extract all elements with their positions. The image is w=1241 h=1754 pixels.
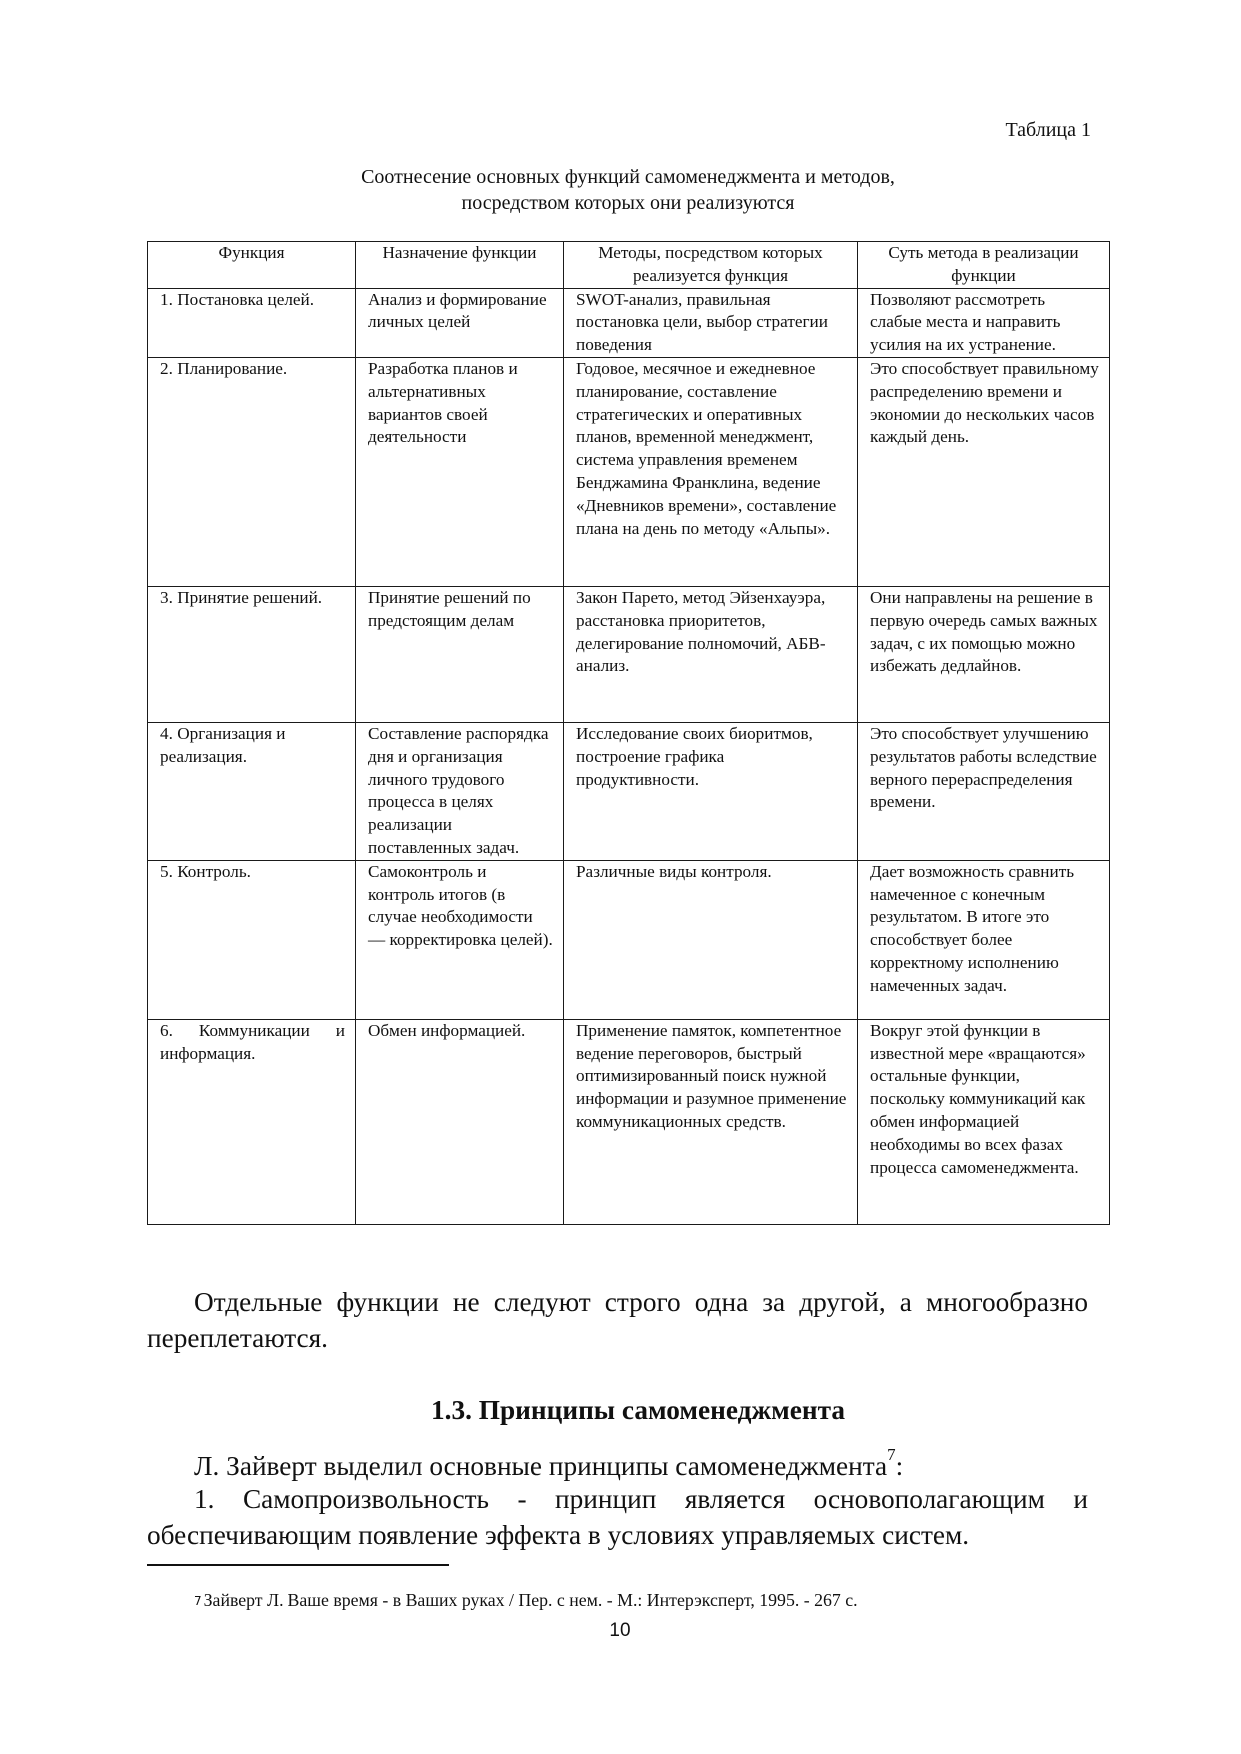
- methods-cell: SWOT-анализ, правильная постановка цели, выбор стратегии поведения: [564, 288, 858, 357]
- principles-intro-text: Л. Зайверт выделил основные принципы самоменеджмента: [194, 1451, 888, 1482]
- purpose-cell: Разработка планов и альтернативных вариантов своей деятельности: [356, 357, 564, 586]
- footnote-author: Зайверт Л.: [203, 1590, 284, 1610]
- footnote: [194, 1589, 1094, 1611]
- table-caption-line-2: посредством которых они реализуются: [461, 192, 795, 214]
- function-cell: 4. Организация и реализация.: [148, 722, 356, 860]
- essence-cell: Дает возможность сравнить намеченное с конечным результатом. В итоге это способствует более корректному исполнению намеченных задач.: [858, 860, 1110, 1019]
- essence-cell: Вокруг этой функции в известной мере «вращаются» остальные функции, поскольку коммуникаций как обмен информацией необходимы во всех фазах процесса самоменеджмента.: [858, 1019, 1110, 1224]
- function-cell: 2. Планирование.: [148, 357, 356, 586]
- footnote-marker: 7: [194, 1594, 202, 1608]
- functions-table: [147, 241, 1110, 1225]
- principle-1: 1. Самопроизвольность - принцип является основополагающим и обеспечивающим появление эффекта в условиях управляемых систем.: [147, 1484, 1088, 1551]
- table-row: [148, 357, 1110, 586]
- function-cell: 6. Коммуникации и информация.: [148, 1019, 356, 1224]
- essence-cell: Это способствует улучшению результатов работы вследствие верного перераспределения времени.: [858, 722, 1110, 860]
- functions-table-wrapper: [147, 241, 1109, 1225]
- table-header-cell: Функция: [148, 242, 356, 289]
- table-row: [148, 860, 1110, 1019]
- table-row: [148, 288, 1110, 357]
- footnote-separator: [147, 1564, 449, 1566]
- table-row: [148, 722, 1110, 860]
- methods-cell: Исследование своих биоритмов, построение графика продуктивности.: [564, 722, 858, 860]
- essence-cell: Они направлены на решение в первую очередь самых важных задач, с их помощью можно избежать дедлайнов.: [858, 586, 1110, 722]
- principles-intro-suffix: :: [895, 1451, 904, 1482]
- purpose-cell: Принятие решений по предстоящим делам: [356, 586, 564, 722]
- principles-intro: [147, 1445, 1088, 1484]
- paragraph-after-table: Отдельные функции не следуют строго одна за другой, а многообразно переплетаются.: [147, 1287, 1088, 1354]
- methods-cell: Различные виды контроля.: [564, 860, 858, 1019]
- table-header-cell: Назначение функции: [356, 242, 564, 289]
- table-header-cell: Методы, посредством которых реализуется функция: [564, 242, 858, 289]
- methods-cell: Применение памяток, компетентное ведение переговоров, быстрый оптимизированный поиск нужной информации и разумное применение коммуникационных средств.: [564, 1019, 858, 1224]
- purpose-cell: Анализ и формирование личных целей: [356, 288, 564, 357]
- purpose-cell: Составление распорядка дня и организация личного трудового процесса в целях реализации поставленных задач.: [356, 722, 564, 860]
- function-cell: 1. Постановка целей.: [148, 288, 356, 357]
- essence-cell: Это способствует правильному распределению времени и экономии до нескольких часов каждый день.: [858, 357, 1110, 586]
- table-caption-line-1: Соотнесение основных функций самоменеджмента и методов,: [361, 166, 895, 188]
- table-number: Таблица 1: [1005, 119, 1091, 141]
- footnote-reference[interactable]: 7: [887, 1445, 896, 1465]
- page-number: 10: [609, 1620, 631, 1641]
- methods-cell: Закон Парето, метод Эйзенхауэра, расстановка приоритетов, делегирование полномочий, АБВ-анализ.: [564, 586, 858, 722]
- table-row: [148, 586, 1110, 722]
- purpose-cell: Самоконтроль и контроль итогов (в случае необходимости — корректировка целей).: [356, 860, 564, 1019]
- function-cell: 3. Принятие решений.: [148, 586, 356, 722]
- table-row: [148, 1019, 1110, 1224]
- essence-cell: Позволяют рассмотреть слабые места и направить усилия на их устранение.: [858, 288, 1110, 357]
- footnote-text: Ваше время - в Ваших руках / Пер. с нем. - М.: Интерэксперт, 1995. - 267 с.: [287, 1590, 858, 1610]
- table-header-cell: Суть метода в реализации функции: [858, 242, 1110, 289]
- section-heading: 1.3. Принципы самоменеджмента: [430, 1394, 846, 1425]
- methods-cell: Годовое, месячное и ежедневное планирование, составление стратегических и оперативных планов, временной менеджмент, система управления временем Бенджамина Франклина, ведение «Дневников времени», составление плана на день по методу «Альпы».: [564, 357, 858, 586]
- purpose-cell: Обмен информацией.: [356, 1019, 564, 1224]
- function-cell: 5. Контроль.: [148, 860, 356, 1019]
- table-caption: [147, 164, 1109, 216]
- table-header-row: [148, 242, 1110, 289]
